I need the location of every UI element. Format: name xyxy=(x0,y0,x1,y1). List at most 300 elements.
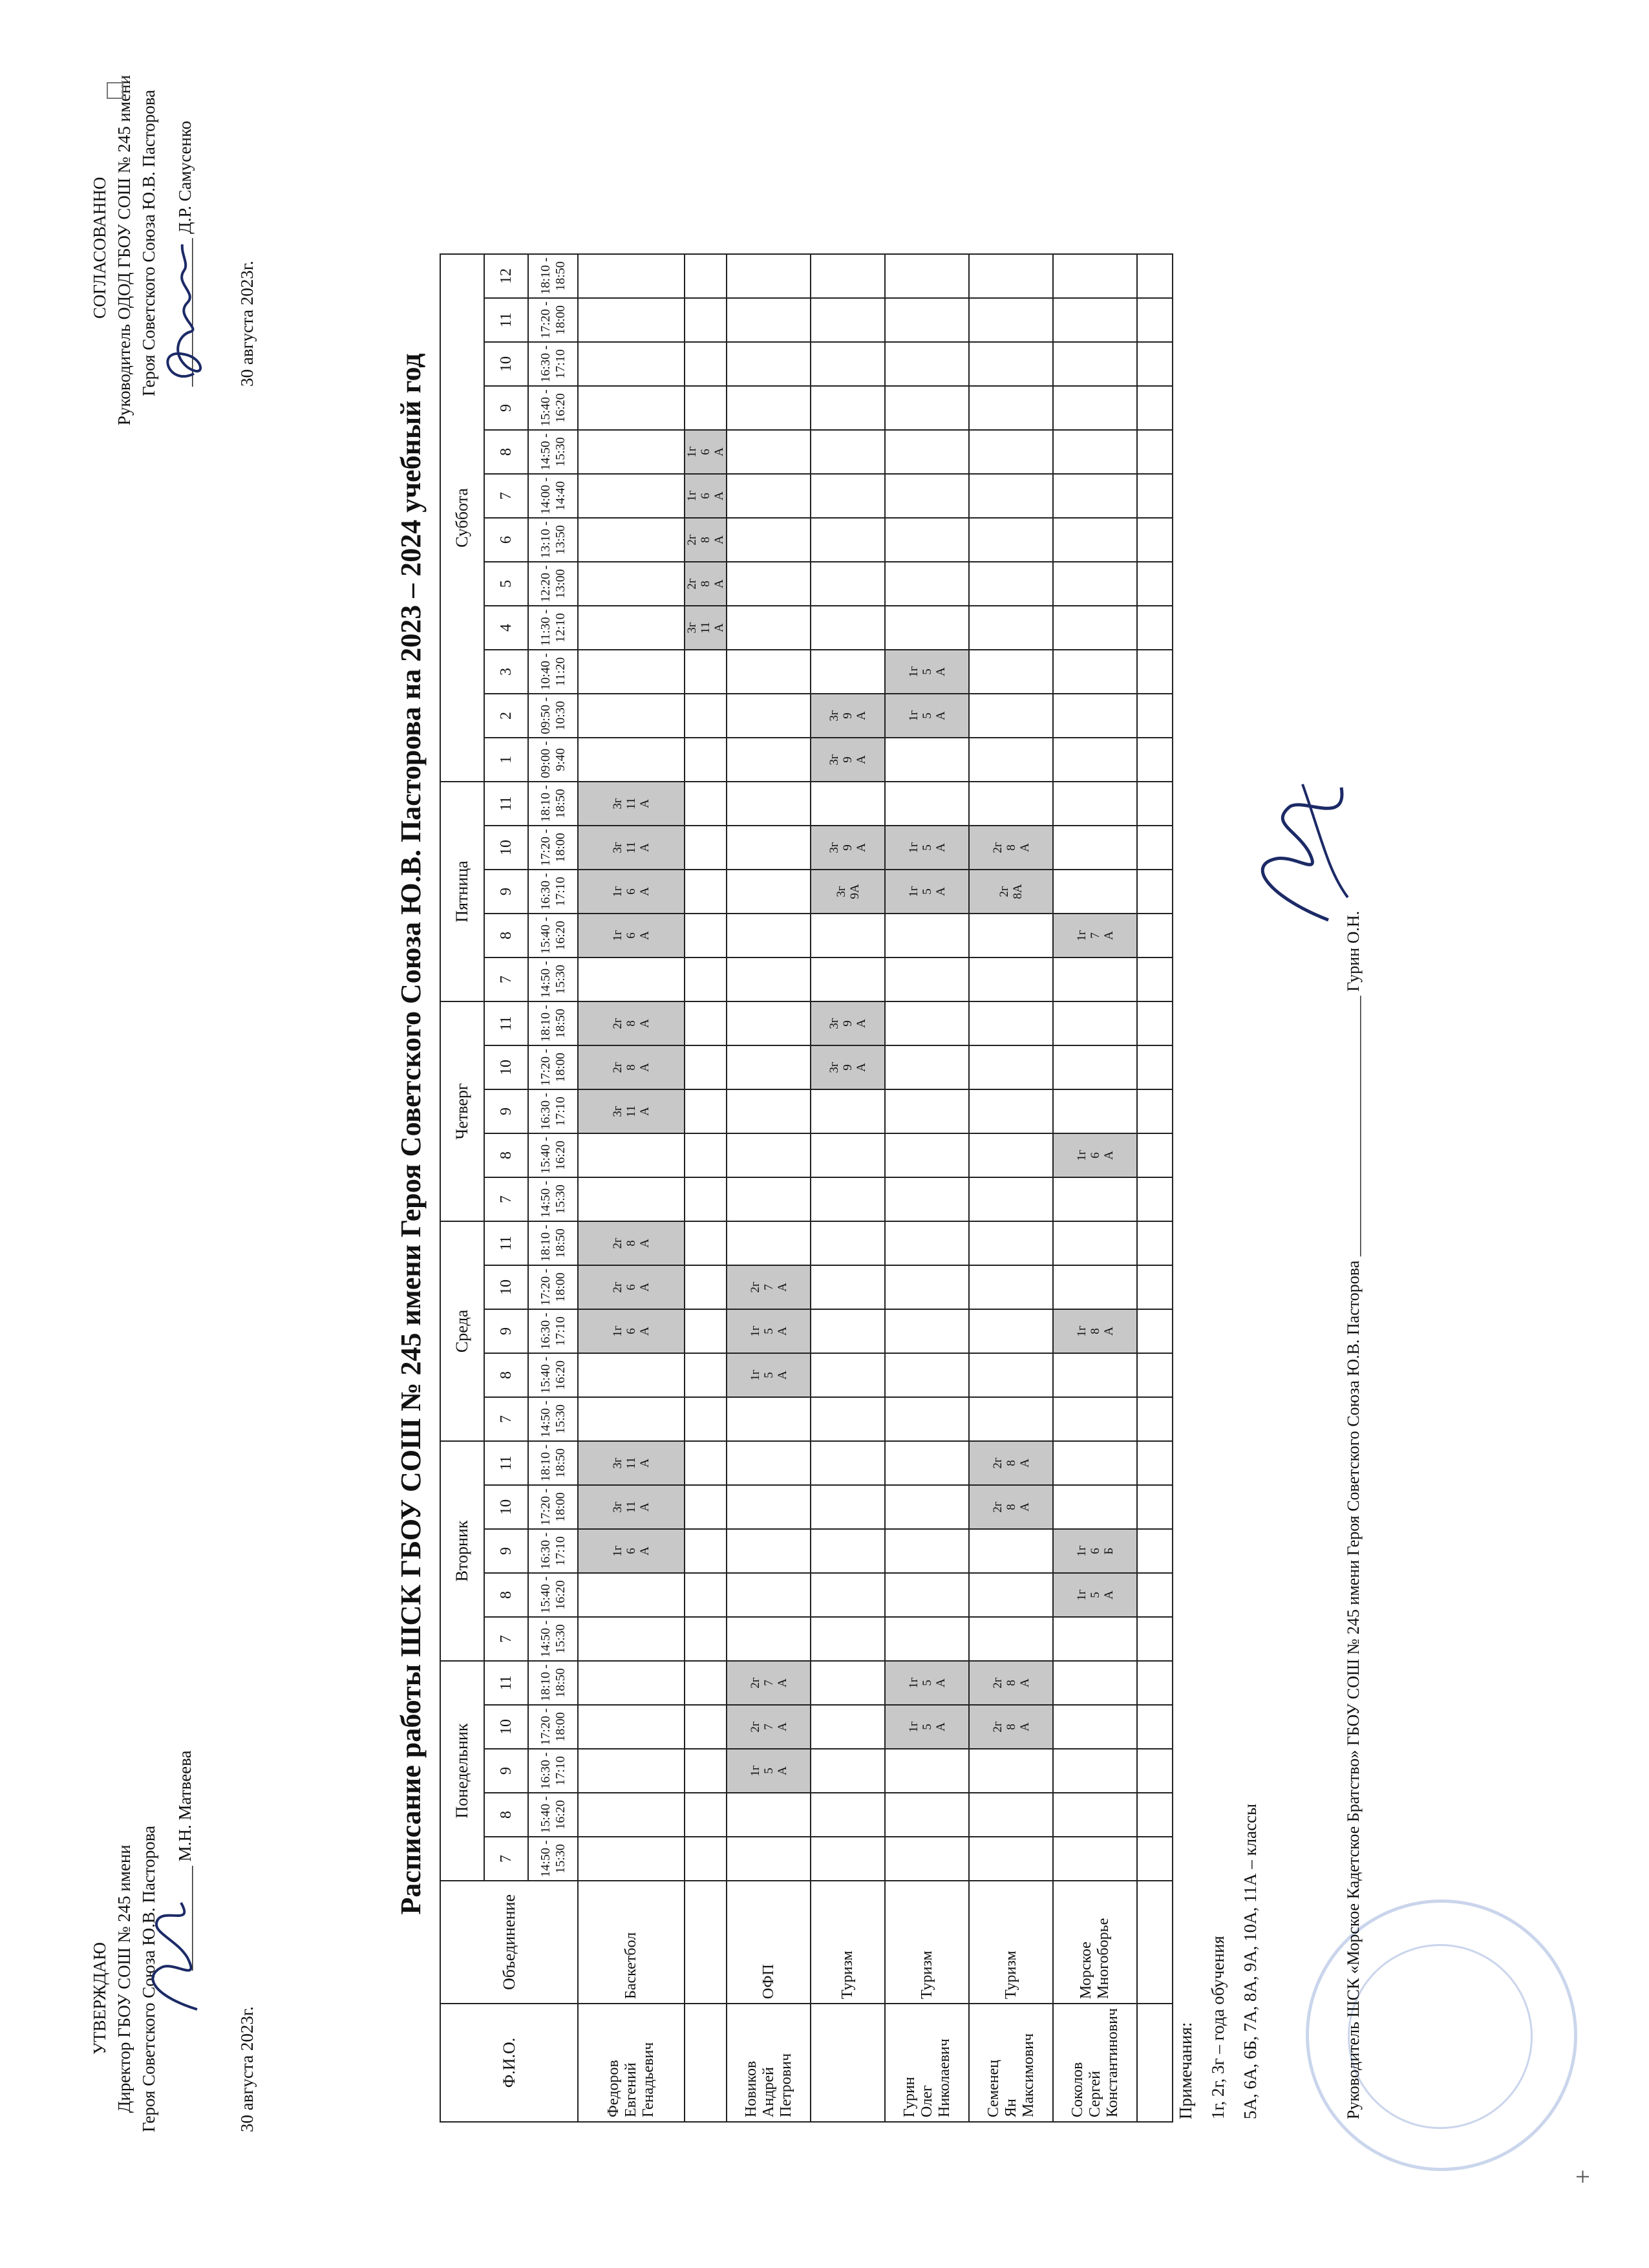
lesson-number: 11 xyxy=(484,1661,528,1705)
schedule-slot xyxy=(1053,342,1137,386)
schedule-slot xyxy=(969,1573,1053,1617)
schedule-slot xyxy=(1053,694,1137,738)
schedule-slot: 1г 6 А xyxy=(578,1309,685,1353)
schedule-slot xyxy=(969,1221,1053,1265)
schedule-slot: 2г 8 А xyxy=(969,826,1053,870)
schedule-slot xyxy=(578,1397,685,1441)
agreement-line2: Героя Советского Союза Ю.В. Пасторова xyxy=(139,89,158,396)
schedule-slot xyxy=(969,474,1053,518)
notes-heading: Примечания: xyxy=(1176,2022,1195,2119)
schedule-slot xyxy=(811,562,885,606)
schedule-slot xyxy=(811,1573,885,1617)
schedule-slot xyxy=(885,298,969,342)
schedule-slot xyxy=(1053,870,1137,914)
schedule-slot xyxy=(969,254,1053,298)
schedule-slot xyxy=(1137,1573,1173,1617)
schedule-slot: 2г 7 А xyxy=(727,1705,811,1749)
schedule-slot xyxy=(685,1661,727,1705)
table-row xyxy=(811,254,885,2122)
schedule-slot: 1г 5 А xyxy=(885,870,969,914)
schedule-slot xyxy=(1053,826,1137,870)
day-header: Понедельник xyxy=(440,1661,484,1881)
lesson-time: 18:10 - 18:50 xyxy=(528,1001,578,1045)
lesson-number: 9 xyxy=(484,1749,528,1793)
lesson-number: 9 xyxy=(484,1529,528,1573)
agreement-line1: Руководитель ОДОД ГБОУ СОШ № 245 имени xyxy=(114,75,134,425)
schedule-slot xyxy=(885,782,969,826)
notes-block xyxy=(1173,1804,1262,2119)
lesson-time: 16:30 - 17:10 xyxy=(528,342,578,386)
lesson-number: 8 xyxy=(484,430,528,474)
schedule-slot xyxy=(885,957,969,1001)
lesson-number: 10 xyxy=(484,342,528,386)
schedule-slot: 1г 5 А xyxy=(885,650,969,694)
schedule-slot xyxy=(578,1661,685,1705)
schedule-slot xyxy=(1053,1353,1137,1397)
schedule-slot xyxy=(685,254,727,298)
schedule-slot xyxy=(578,1837,685,1881)
lesson-time: 14:50 - 15:30 xyxy=(528,430,578,474)
lesson-time: 17:20 - 18:00 xyxy=(528,1045,578,1089)
schedule-slot: 2г 8 А xyxy=(578,1001,685,1045)
schedule-slot xyxy=(1053,1705,1137,1749)
lesson-time: 17:20 - 18:00 xyxy=(528,298,578,342)
schedule-slot xyxy=(969,914,1053,957)
schedule-slot xyxy=(685,1177,727,1221)
lesson-number: 9 xyxy=(484,386,528,430)
table-row xyxy=(885,254,969,2122)
schedule-slot xyxy=(811,518,885,562)
lesson-time: 15:40 - 16:20 xyxy=(528,1573,578,1617)
schedule-slot xyxy=(1053,1749,1137,1793)
schedule-slot xyxy=(1137,1353,1173,1397)
schedule-slot xyxy=(969,1133,1053,1177)
schedule-slot xyxy=(685,914,727,957)
lesson-time: 18:10 - 18:50 xyxy=(528,1221,578,1265)
schedule-slot xyxy=(727,1485,811,1529)
schedule-slot xyxy=(969,738,1053,782)
schedule-slot xyxy=(811,1485,885,1529)
schedule-slot xyxy=(1137,1133,1173,1177)
schedule-slot xyxy=(727,957,811,1001)
schedule-slot xyxy=(685,1529,727,1573)
schedule-slot xyxy=(885,1837,969,1881)
schedule-slot: 1г 5 А xyxy=(1053,1573,1137,1617)
schedule-slot xyxy=(1137,1265,1173,1309)
crosshair-mark: + xyxy=(1568,2169,1597,2184)
lesson-number: 7 xyxy=(484,1397,528,1441)
table-row xyxy=(578,254,685,2122)
schedule-slot: 3г 11 А xyxy=(578,1441,685,1485)
schedule-slot xyxy=(1137,694,1173,738)
schedule-slot xyxy=(685,694,727,738)
schedule-slot xyxy=(685,1045,727,1089)
schedule-slot xyxy=(1053,1001,1137,1045)
schedule-slot xyxy=(969,1353,1053,1397)
schedule-slot xyxy=(969,1617,1053,1661)
schedule-slot xyxy=(811,1793,885,1837)
schedule-slot xyxy=(1053,254,1137,298)
schedule-slot xyxy=(578,1705,685,1749)
schedule-slot xyxy=(1137,870,1173,914)
schedule-slot xyxy=(885,914,969,957)
schedule-slot xyxy=(685,1617,727,1661)
schedule-slot xyxy=(578,1353,685,1397)
schedule-slot xyxy=(969,1309,1053,1353)
schedule-slot xyxy=(885,1573,969,1617)
schedule-slot: 3г 9 А xyxy=(811,826,885,870)
schedule-slot xyxy=(727,1397,811,1441)
schedule-slot xyxy=(885,518,969,562)
schedule-slot xyxy=(1137,1617,1173,1661)
schedule-slot xyxy=(727,1177,811,1221)
schedule-slot xyxy=(1137,1705,1173,1749)
schedule-slot xyxy=(969,1793,1053,1837)
schedule-slot xyxy=(727,518,811,562)
association-cell xyxy=(685,1881,727,2004)
schedule-slot xyxy=(578,694,685,738)
schedule-slot xyxy=(727,826,811,870)
schedule-slot xyxy=(811,342,885,386)
schedule-slot xyxy=(685,1837,727,1881)
schedule-slot xyxy=(1053,430,1137,474)
schedule-slot xyxy=(727,694,811,738)
schedule-slot xyxy=(885,1089,969,1133)
lesson-number: 8 xyxy=(484,1133,528,1177)
table-row xyxy=(1137,254,1173,2122)
schedule-slot xyxy=(578,1793,685,1837)
schedule-slot xyxy=(1137,1529,1173,1573)
approval-signer-name: М.Н. Матвеева xyxy=(175,1750,195,1862)
footer-line: Руководитель ШСК «Морское Кадетское Братство» ГБОУ СОШ № 245 имени Героя Советского Союза Ю.В. Пасторова _______________________________ Гурин О.Н. xyxy=(1344,910,1363,2119)
lesson-number: 8 xyxy=(484,1793,528,1837)
lesson-number: 6 xyxy=(484,518,528,562)
schedule-slot xyxy=(685,1353,727,1397)
lesson-number: 10 xyxy=(484,1265,528,1309)
teacher-name-cell xyxy=(811,2004,885,2122)
lesson-time: 12:20 - 13:00 xyxy=(528,562,578,606)
lesson-number: 11 xyxy=(484,1221,528,1265)
schedule-slot: 1г 6 Б xyxy=(1053,1529,1137,1573)
schedule-slot xyxy=(1053,298,1137,342)
schedule-slot: 2г 8 А xyxy=(685,562,727,606)
lesson-time: 18:10 - 18:50 xyxy=(528,254,578,298)
schedule-slot xyxy=(685,342,727,386)
schedule-slot: 2г 8 А xyxy=(969,1705,1053,1749)
schedule-slot xyxy=(1053,1221,1137,1265)
schedule-slot xyxy=(885,342,969,386)
schedule-slot xyxy=(578,298,685,342)
schedule-slot xyxy=(969,957,1053,1001)
schedule-slot xyxy=(811,254,885,298)
schedule-slot xyxy=(1053,957,1137,1001)
schedule-slot xyxy=(727,298,811,342)
schedule-slot xyxy=(685,1001,727,1045)
approval-line2: Героя Советского Союза Ю.В. Пасторова xyxy=(139,1825,158,2132)
lesson-time: 16:30 - 17:10 xyxy=(528,1089,578,1133)
schedule-slot xyxy=(727,606,811,650)
lesson-time: 14:50 - 15:30 xyxy=(528,1177,578,1221)
schedule-slot xyxy=(578,562,685,606)
lesson-time: 18:10 - 18:50 xyxy=(528,782,578,826)
schedule-slot xyxy=(727,782,811,826)
schedule-slot xyxy=(578,1749,685,1793)
schedule-slot xyxy=(1137,386,1173,430)
footer-signature xyxy=(1231,768,1399,936)
schedule-slot xyxy=(578,957,685,1001)
schedule-slot xyxy=(1053,1177,1137,1221)
lesson-number: 4 xyxy=(484,606,528,650)
association-cell: Туризм xyxy=(969,1881,1053,2004)
schedule-slot: 1г 5 А xyxy=(885,826,969,870)
approval-signer: ____________ М.Н. Матвеева xyxy=(175,1750,195,1971)
lesson-time: 14:50 - 15:30 xyxy=(528,1617,578,1661)
lesson-number: 9 xyxy=(484,1089,528,1133)
lesson-time: 15:40 - 16:20 xyxy=(528,1133,578,1177)
schedule-slot xyxy=(811,1705,885,1749)
schedule-slot xyxy=(1137,1485,1173,1529)
schedule-slot xyxy=(811,1617,885,1661)
schedule-slot xyxy=(811,1089,885,1133)
schedule-slot xyxy=(969,782,1053,826)
lesson-time: 14:50 - 15:30 xyxy=(528,1397,578,1441)
schedule-slot xyxy=(578,1573,685,1617)
schedule-slot xyxy=(1137,1001,1173,1045)
schedule-slot xyxy=(1137,1309,1173,1353)
schedule-slot xyxy=(685,1485,727,1529)
lesson-number: 12 xyxy=(484,254,528,298)
schedule-slot xyxy=(685,1309,727,1353)
day-header: Четверг xyxy=(440,1001,484,1221)
schedule-slot: 2г 7 А xyxy=(727,1265,811,1309)
schedule-slot xyxy=(811,1749,885,1793)
lesson-time: 18:10 - 18:50 xyxy=(528,1661,578,1705)
lesson-time: 14:50 - 15:30 xyxy=(528,957,578,1001)
schedule-slot xyxy=(1053,606,1137,650)
schedule-slot xyxy=(811,914,885,957)
day-header: Суббота xyxy=(440,254,484,782)
schedule-slot: 1г 7 А xyxy=(1053,914,1137,957)
schedule-slot: 1г 6 А xyxy=(685,430,727,474)
association-cell: Баскетбол xyxy=(578,1881,685,2004)
lesson-number: 1 xyxy=(484,738,528,782)
schedule-slot xyxy=(685,1793,727,1837)
schedule-slot xyxy=(885,1265,969,1309)
schedule-slot xyxy=(727,562,811,606)
lesson-time: 16:30 - 17:10 xyxy=(528,1749,578,1793)
schedule-slot xyxy=(1137,957,1173,1001)
schedule-slot xyxy=(685,870,727,914)
schedule-slot xyxy=(969,518,1053,562)
schedule-slot xyxy=(1137,1397,1173,1441)
approval-signature xyxy=(136,1893,213,2022)
schedule-slot xyxy=(1053,1045,1137,1089)
schedule-slot: 3г 11 А xyxy=(578,782,685,826)
schedule-slot xyxy=(685,1089,727,1133)
schedule-slot xyxy=(885,1397,969,1441)
schedule-slot xyxy=(1137,738,1173,782)
schedule-slot xyxy=(885,1529,969,1573)
schedule-slot xyxy=(727,342,811,386)
page-title: Расписание работы ШСК ГБОУ СОШ № 245 имени Героя Советского Союза Ю.В. Пасторова на 2023 – 2024 учебный год xyxy=(395,353,427,1915)
agreement-date: 30 августа 2023г. xyxy=(237,261,257,387)
lesson-number: 10 xyxy=(484,826,528,870)
schedule-slot xyxy=(885,254,969,298)
schedule-slot xyxy=(1053,1837,1137,1881)
schedule-slot: 1г 6 А xyxy=(578,914,685,957)
teacher-name-cell xyxy=(1137,2004,1173,2122)
schedule-slot xyxy=(727,650,811,694)
schedule-slot xyxy=(811,430,885,474)
schedule-slot xyxy=(885,1133,969,1177)
schedule-slot: 1г 6 А xyxy=(1053,1133,1137,1177)
day-header: Вторник xyxy=(440,1441,484,1661)
schedule-slot xyxy=(578,518,685,562)
schedule-slot xyxy=(811,1529,885,1573)
schedule-slot xyxy=(969,298,1053,342)
schedule-slot xyxy=(685,1221,727,1265)
approval-date: 30 августа 2023г. xyxy=(237,2006,257,2132)
schedule-slot xyxy=(727,430,811,474)
schedule-slot xyxy=(578,1177,685,1221)
schedule-slot xyxy=(1053,782,1137,826)
lesson-number: 3 xyxy=(484,650,528,694)
schedule-slot xyxy=(727,1837,811,1881)
schedule-slot xyxy=(727,914,811,957)
association-cell: Морское Многоборье xyxy=(1053,1881,1137,2004)
schedule-slot: 2г 8 А xyxy=(969,1441,1053,1485)
schedule-slot xyxy=(969,1529,1053,1573)
schedule-slot xyxy=(727,1793,811,1837)
lesson-time: 17:20 - 18:00 xyxy=(528,1705,578,1749)
schedule-slot xyxy=(969,386,1053,430)
schedule-slot xyxy=(811,1309,885,1353)
schedule-table xyxy=(440,253,1173,2123)
lesson-number: 5 xyxy=(484,562,528,606)
schedule-slot xyxy=(1137,254,1173,298)
lesson-number: 11 xyxy=(484,298,528,342)
lesson-number: 9 xyxy=(484,1309,528,1353)
schedule-slot: 2г 6 А xyxy=(578,1265,685,1309)
approval-line1: Директор ГБОУ СОШ № 245 имени xyxy=(114,1845,134,2113)
schedule-slot xyxy=(578,650,685,694)
lesson-number: 10 xyxy=(484,1705,528,1749)
schedule-slot xyxy=(885,1309,969,1353)
schedule-slot xyxy=(969,650,1053,694)
schedule-slot: 3г 9А xyxy=(811,870,885,914)
schedule-slot xyxy=(727,1529,811,1573)
schedule-slot: 2г 8 А xyxy=(969,1661,1053,1705)
schedule-slot xyxy=(1053,386,1137,430)
schedule-slot xyxy=(685,1705,727,1749)
schedule-slot xyxy=(885,606,969,650)
schedule-slot xyxy=(885,1749,969,1793)
agreement-signature xyxy=(149,238,226,393)
schedule-slot xyxy=(885,474,969,518)
schedule-slot xyxy=(727,1441,811,1485)
lesson-number: 7 xyxy=(484,474,528,518)
schedule-slot xyxy=(885,1617,969,1661)
teacher-name-cell xyxy=(685,2004,727,2122)
schedule-slot: 1г 5 А xyxy=(727,1353,811,1397)
schedule-slot xyxy=(1053,1089,1137,1133)
lesson-time: 15:40 - 16:20 xyxy=(528,386,578,430)
schedule-slot xyxy=(685,1265,727,1309)
schedule-slot: 2г 8 А xyxy=(578,1221,685,1265)
schedule-slot xyxy=(969,1837,1053,1881)
lesson-number: 11 xyxy=(484,1441,528,1485)
schedule-slot xyxy=(969,1045,1053,1089)
schedule-slot xyxy=(1137,1793,1173,1837)
schedule-slot xyxy=(969,606,1053,650)
association-cell: Туризм xyxy=(885,1881,969,2004)
schedule-slot xyxy=(685,1441,727,1485)
schedule-slot: 2г 7 А xyxy=(727,1661,811,1705)
footer-text: Руководитель ШСК «Морское Кадетское Братство» ГБОУ СОШ № 245 имени Героя Советского Союза Ю.В. Пасторова xyxy=(1344,1260,1363,2119)
schedule-slot xyxy=(1053,1485,1137,1529)
schedule-slot xyxy=(727,474,811,518)
schedule-slot xyxy=(811,1441,885,1485)
teacher-name-cell: Федоров Евгений Генадьевич xyxy=(578,2004,685,2122)
lesson-time: 18:10 - 18:50 xyxy=(528,1441,578,1485)
schedule-slot xyxy=(578,1617,685,1661)
schedule-slot xyxy=(1053,1793,1137,1837)
day-header: Пятница xyxy=(440,782,484,1001)
schedule-slot xyxy=(685,738,727,782)
schedule-slot: 1г 5 А xyxy=(885,694,969,738)
schedule-slot xyxy=(578,386,685,430)
schedule-slot: 3г 9 А xyxy=(811,694,885,738)
schedule-slot: 1г 6 А xyxy=(685,474,727,518)
schedule-slot xyxy=(969,1265,1053,1309)
schedule-slot: 3г 11 А xyxy=(578,826,685,870)
schedule-slot xyxy=(969,1749,1053,1793)
schedule-slot xyxy=(1137,430,1173,474)
schedule-slot xyxy=(969,694,1053,738)
schedule-slot xyxy=(578,606,685,650)
schedule-slot xyxy=(811,606,885,650)
schedule-slot xyxy=(969,1177,1053,1221)
schedule-slot xyxy=(578,1133,685,1177)
schedule-slot: 1г 5 А xyxy=(727,1749,811,1793)
lesson-number: 7 xyxy=(484,1837,528,1881)
lesson-time: 15:40 - 16:20 xyxy=(528,1793,578,1837)
schedule-slot xyxy=(1053,1397,1137,1441)
schedule-slot xyxy=(727,1221,811,1265)
schedule-slot xyxy=(727,1617,811,1661)
schedule-slot xyxy=(885,1793,969,1837)
schedule-slot xyxy=(969,562,1053,606)
teacher-name-cell: Новиков Андрей Петрович xyxy=(727,2004,811,2122)
lesson-number: 8 xyxy=(484,914,528,957)
lesson-time: 17:20 - 18:00 xyxy=(528,1485,578,1529)
schedule-slot xyxy=(811,1837,885,1881)
lesson-time: 10:40 - 11:20 xyxy=(528,650,578,694)
notes-line2: 5А, 6А, 6Б, 7А, 8А, 9А, 10А, 11А – классы xyxy=(1240,1803,1260,2119)
schedule-slot xyxy=(1137,782,1173,826)
schedule-slot xyxy=(1053,738,1137,782)
schedule-slot xyxy=(1053,1265,1137,1309)
schedule-slot xyxy=(885,1353,969,1397)
schedule-slot xyxy=(811,957,885,1001)
schedule-slot: 3г 9 А xyxy=(811,1001,885,1045)
lesson-number: 11 xyxy=(484,782,528,826)
schedule-slot xyxy=(1137,474,1173,518)
schedule-slot xyxy=(885,1441,969,1485)
schedule-slot: 1г 6 А xyxy=(578,870,685,914)
table-row xyxy=(969,254,1053,2122)
schedule-slot xyxy=(685,650,727,694)
